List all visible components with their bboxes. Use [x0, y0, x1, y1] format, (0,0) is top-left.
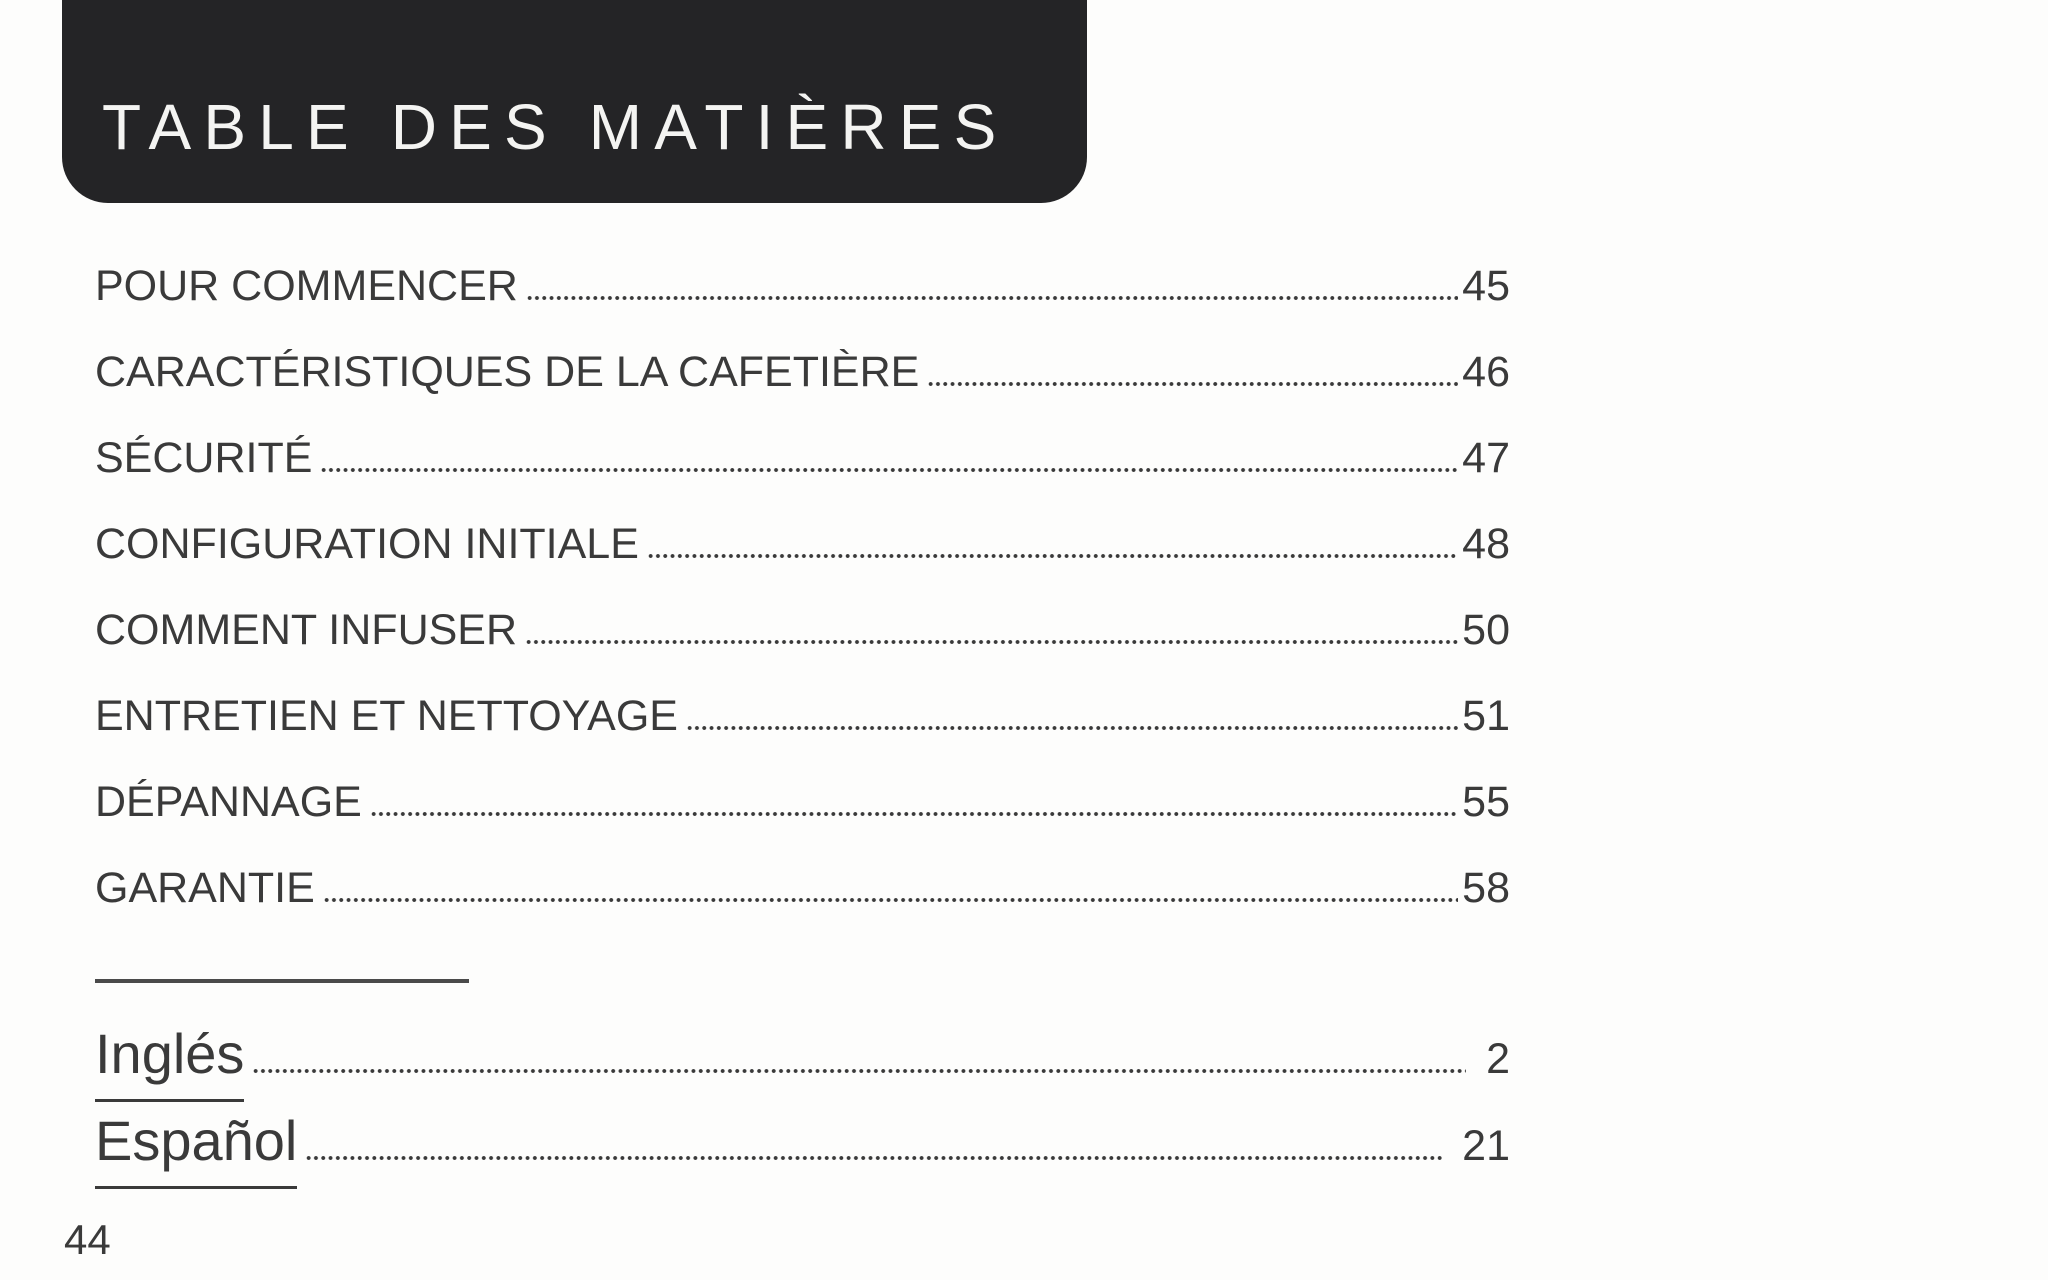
toc-entry-label: CARACTÉRISTIQUES DE LA CAFETIÈRE [95, 348, 920, 396]
toc-entry [95, 587, 1510, 673]
section-divider [95, 979, 469, 983]
page-title: TABLE DES MATIÈRES [102, 91, 1009, 163]
toc-entry-label: DÉPANNAGE [95, 778, 362, 826]
toc-entry [95, 673, 1510, 759]
toc-entry [95, 845, 1510, 931]
toc-entry-page: 47 [1462, 434, 1510, 482]
toc-entry-label: POUR COMMENCER [95, 262, 518, 310]
toc-entry-page: 55 [1462, 778, 1510, 826]
language-entry-page: 21 [1462, 1122, 1510, 1170]
dot-leader [370, 812, 1458, 816]
toc-entry-label: GARANTIE [95, 864, 315, 912]
page-number: 44 [64, 1216, 111, 1263]
toc-entry-page: 51 [1462, 692, 1510, 740]
toc-entry-label: CONFIGURATION INITIALE [95, 520, 639, 568]
toc-entry [95, 415, 1510, 501]
language-entry-label: Inglés [95, 1010, 244, 1102]
dot-leader [526, 296, 1458, 300]
dot-leader [927, 382, 1458, 386]
language-entry-page: 2 [1486, 1035, 1510, 1083]
dot-leader [647, 554, 1458, 558]
header-banner [62, 0, 1087, 203]
toc-entry-page: 50 [1462, 606, 1510, 654]
dot-leader [252, 1069, 1466, 1073]
dot-leader [320, 468, 1458, 472]
dot-leader [686, 726, 1458, 730]
toc-list [95, 243, 1510, 931]
language-entry-label: Español [95, 1097, 297, 1189]
toc-entry [95, 329, 1510, 415]
toc-entry-page: 46 [1462, 348, 1510, 396]
dot-leader [323, 898, 1458, 902]
toc-entry-page: 48 [1462, 520, 1510, 568]
language-entry [95, 1097, 1510, 1184]
toc-entry [95, 243, 1510, 329]
toc-entry-label: ENTRETIEN ET NETTOYAGE [95, 692, 678, 740]
language-toc [95, 1010, 1510, 1184]
toc-entry [95, 759, 1510, 845]
toc-entry-label: COMMENT INFUSER [95, 606, 518, 654]
toc-entry-page: 58 [1462, 864, 1510, 912]
toc-entry [95, 501, 1510, 587]
dot-leader [305, 1156, 1442, 1160]
language-entry [95, 1010, 1510, 1097]
toc-entry-label: SÉCURITÉ [95, 434, 313, 482]
dot-leader [525, 640, 1458, 644]
toc-entry-page: 45 [1462, 262, 1510, 310]
